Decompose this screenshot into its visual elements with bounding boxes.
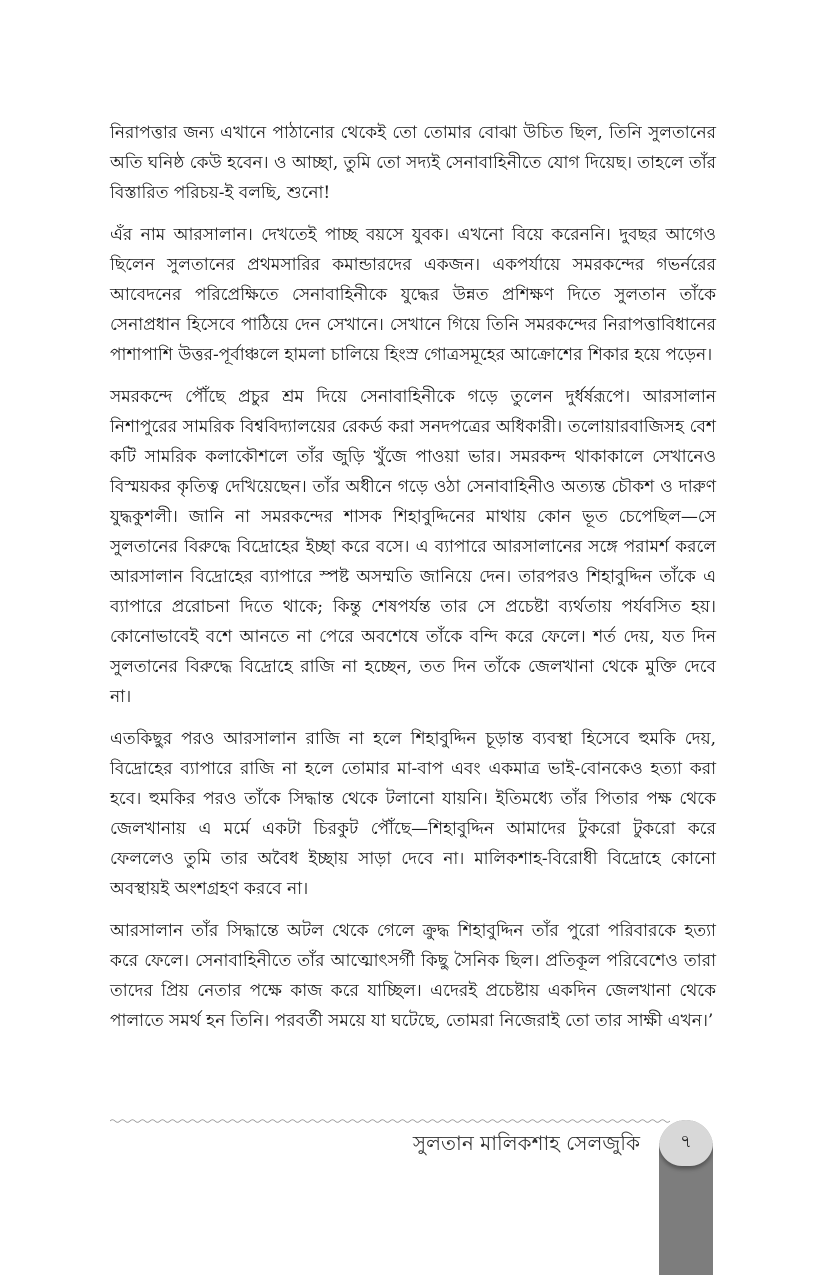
page-number-cap (659, 1120, 713, 1166)
page-number: ৭ (680, 1131, 692, 1152)
page-number-tab (659, 1120, 713, 1275)
footer-divider (110, 1118, 670, 1124)
body-paragraph-3: সমরকন্দে পৌঁছে প্রচুর শ্রম দিয়ে সেনাবাহিনীকে গড়ে তুলেন দুর্ধর্ষরূপে। আরসালান নিশাপুরের সামরিক বিশ্ববিদ্যালয়ের রেকর্ড করা সনদপত্রের অধিকারী। তলোয়ারবাজিসহ বেশ কটি সামরিক কলাকৌশলে তাঁর জুড়ি খুঁজে পাওয়া ভার। সমরকন্দ থাকাকালে সেখানেও বিস্ময়কর কৃতিত্ব দেখিয়েছেন। তাঁর অধীনে গড়ে ওঠা সেনাবাহিনীও অত্যন্ত চৌকশ ও দারুণ যুদ্ধকুশলী। জানি না সমরকন্দের শাসক শিহাবুদ্দিনের মাথায় কোন ভূত চেপেছিল—সে সুলতানের বিরুদ্ধে বিদ্রোহের ইচ্ছা করে বসে। এ ব্যাপারে আরসালানের সঙ্গে পরামর্শ করলে আরসালান বিদ্রোহের ব্যাপারে স্পষ্ট অসম্মতি জানিয়ে দেন। তারপরও শিহাবুদ্দিন তাঁকে এ ব্যাপারে প্ররোচনা দিতে থাকে; কিন্তু শেষপর্যন্ত তার সে প্রচেষ্টা ব্যর্থতায় পর্যবসিত হয়। কোনোভাবেই বশে আনতে না পেরে অবশেষে তাঁকে বন্দি করে ফেলে। শর্ত দেয়, যত দিন সুলতানের বিরুদ্ধে বিদ্রোহে রাজি না হচ্ছেন, তত দিন তাঁকে জেলখানা থেকে মুক্তি দেবে না। (110, 387, 716, 707)
running-title: সুলতান মালিকশাহ সেলজুকি (412, 1131, 640, 1155)
body-paragraph-4: এতকিছুর পরও আরসালান রাজি না হলে শিহাবুদ্দিন চূড়ান্ত ব্যবস্থা হিসেবে হুমকি দেয়, বিদ্রোহের ব্যাপারে রাজি না হলে তোমার মা-বাপ এবং একমাত্র ভাই-বোনকেও হত্যা করা হবে। হুমকির পরও তাঁকে সিদ্ধান্ত থেকে টলানো যায়নি। ইতিমধ্যে তাঁর পিতার পক্ষ থেকে জেলখানায় এ মর্মে একটা চিরকুট পৌঁছে—শিহাবুদ্দিন আমাদের টুকরো টুকরো করে ফেললেও তুমি তার অবৈধ ইচ্ছায় সাড়া দেবে না। মালিকশাহ-বিরোধী বিদ্রোহে কোনো অবস্থায়ই অংশগ্রহণ করবে না। (110, 729, 716, 899)
page-body (110, 118, 716, 1048)
body-paragraph-1: নিরাপত্তার জন্য এখানে পাঠানোর থেকেই তো তোমার বোঝা উচিত ছিল, তিনি সুলতানের অতি ঘনিষ্ঠ কেউ হবেন। ও আচ্ছা, তুমি তো সদ্যই সেনাবাহিনীতে যোগ দিয়েছ। তাহলে তাঁর বিস্তারিত পরিচয়-ই বলছি, শুনো! (110, 123, 716, 203)
body-paragraph-2: এঁর নাম আরসালান। দেখতেই পাচ্ছ বয়সে যুবক। এখনো বিয়ে করেননি। দুবছর আগেও ছিলেন সুলতানের প্রথমসারির কমান্ডারদের একজন। একপর্যায়ে সমরকন্দের গভর্নরের আবেদনের পরিপ্রেক্ষিতে সেনাবাহিনীকে যুদ্ধের উন্নত প্রশিক্ষণ দিতে সুলতান তাঁকে সেনাপ্রধান হিসেবে পাঠিয়ে দেন সেখানে। সেখানে গিয়ে তিনি সমরকন্দের নিরাপত্তাবিধানের পাশাপাশি উত্তর-পূর্বাঞ্চলে হামলা চালিয়ে হিংস্র গোত্রসমূহের আক্রোশের শিকার হয়ে পড়েন। (110, 225, 716, 365)
body-paragraph-5: আরসালান তাঁর সিদ্ধান্তে অটল থেকে গেলে ক্রুদ্ধ শিহাবুদ্দিন তাঁর পুরো পরিবারকে হত্যা করে ফেলে। সেনাবাহিনীতে তাঁর আত্মোৎসর্গী কিছু সৈনিক ছিল। প্রতিকূল পরিবেশেও তারা তাদের প্রিয় নেতার পক্ষে কাজ করে যাচ্ছিল। এদেরই প্রচেষ্টায় একদিন জেলখানা থেকে পালাতে সমর্থ হন তিনি। পরবর্তী সময়ে যা ঘটেছে, তোমরা নিজেরাই তো তার সাক্ষী এখন।’ (110, 921, 716, 1031)
